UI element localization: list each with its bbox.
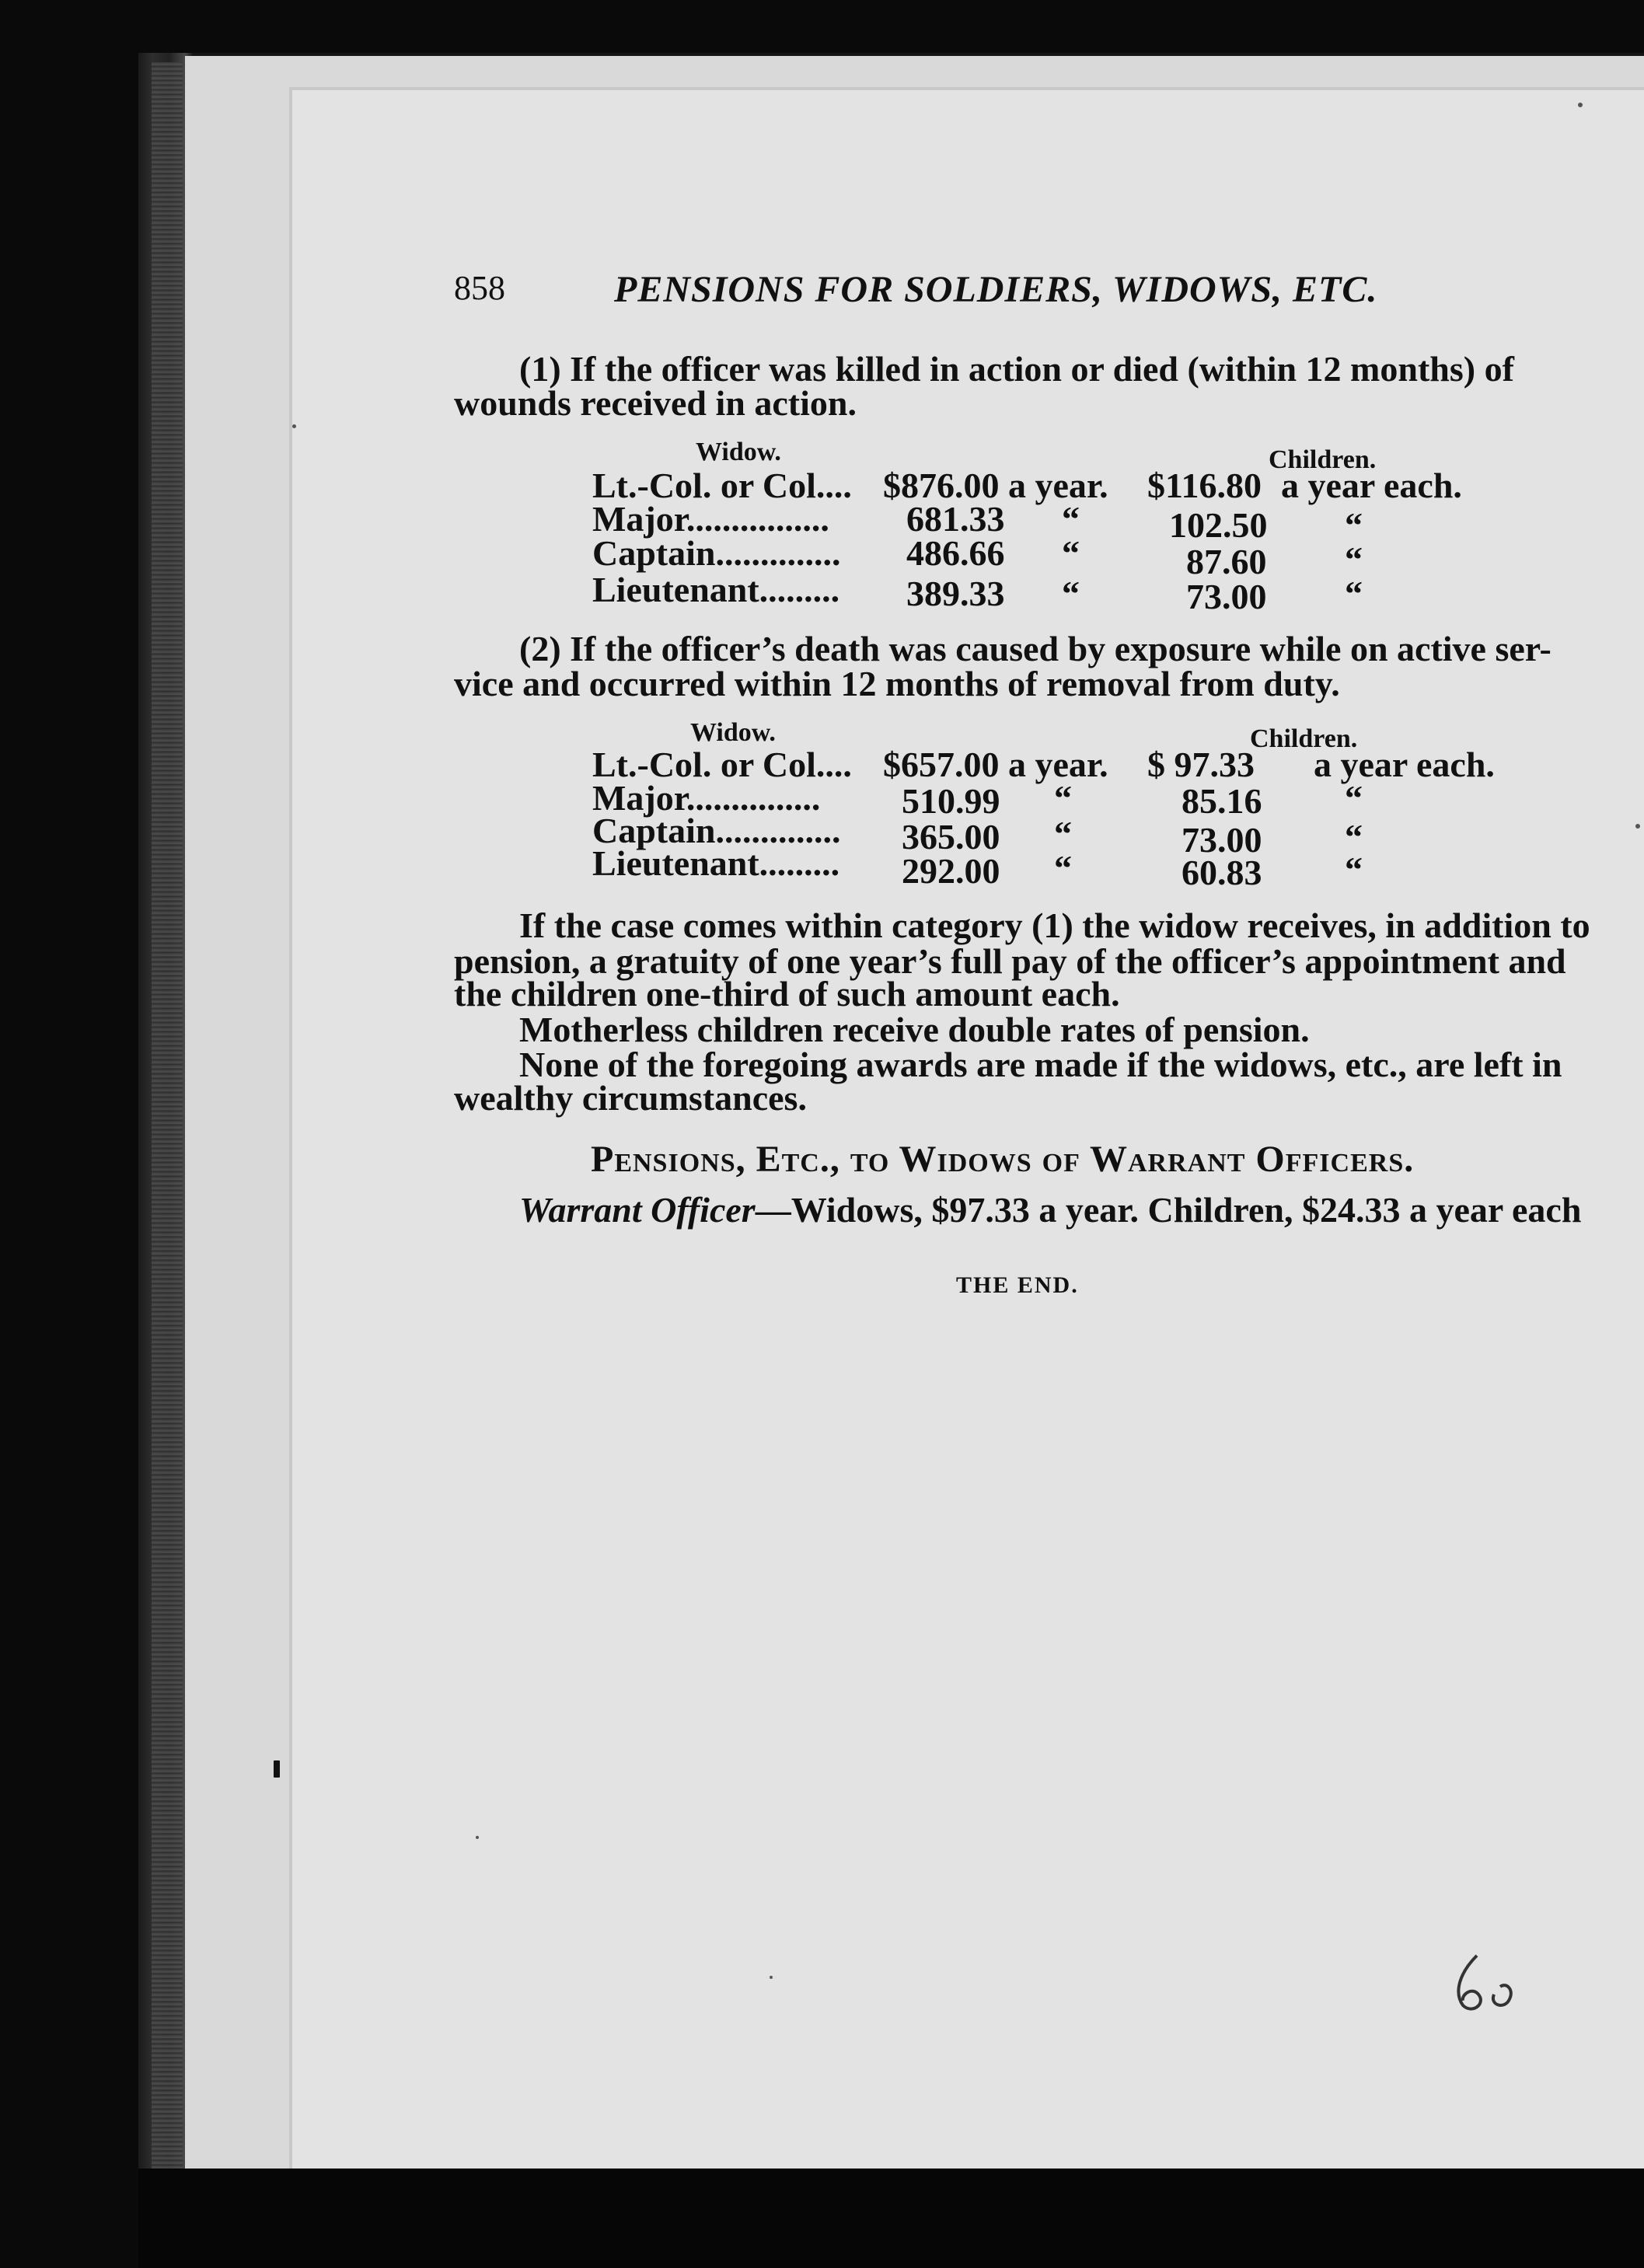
s2-row1-rank: Lt.-Col. or Col.... [592, 745, 852, 784]
s1-row3-rank: Captain.............. [592, 533, 841, 573]
section2-children-header: Children. [1250, 724, 1358, 753]
speck [292, 424, 296, 428]
warrant-label: Warrant Officer [519, 1190, 756, 1230]
section2-intro-line2: vice and occurred within 12 months of removal from duty. [454, 664, 1340, 703]
running-title: PENSIONS FOR SOLDIERS, WIDOWS, ETC. [614, 269, 1378, 310]
s1-row4-widow: 389.33 [906, 574, 1005, 613]
s1-row4-rank: Lieutenant......... [592, 570, 840, 609]
s2-row2-ditto-widow: “ [1054, 778, 1072, 818]
speck [1635, 824, 1640, 829]
s1-row3-ditto-widow: “ [1062, 533, 1080, 573]
s1-row3-widow: 486.66 [906, 533, 1005, 573]
the-end: THE END. [956, 1272, 1079, 1298]
s2-row1-widow: $657.00 a year. [883, 745, 1108, 784]
section1-intro-line1: (1) If the officer was killed in action or died (within 12 months) of [519, 349, 1514, 389]
para3-line1: None of the foregoing awards are made if the widows, etc., are left in [519, 1045, 1562, 1084]
s2-row4-ditto-widow: “ [1054, 848, 1072, 888]
section1-children-header: Children. [1269, 445, 1377, 474]
s1-row4-children: 73.00 [1186, 577, 1267, 616]
s1-row1-children: $116.80 [1147, 466, 1262, 505]
s1-row2-ditto-widow: “ [1062, 499, 1080, 539]
s1-row1-children-note: a year each. [1281, 466, 1462, 505]
para1-line3: the children one-third of such amount each. [454, 974, 1120, 1014]
s1-row3-children: 87.60 [1186, 542, 1267, 581]
s2-row2-widow: 510.99 [902, 781, 1000, 821]
s1-row2-rank: Major................ [592, 499, 829, 539]
speck [274, 1760, 280, 1778]
para1-line2: pension, a gratuity of one year’s full pay of the officer’s appointment and [454, 941, 1566, 981]
s1-row4-ditto-widow: “ [1062, 574, 1080, 613]
section1-widow-header: Widow. [696, 438, 781, 466]
s2-row1-children: $ 97.33 [1147, 745, 1255, 784]
s2-row3-rank: Captain.............. [592, 811, 841, 850]
section1-intro-line2: wounds received in action. [454, 383, 857, 423]
s2-row2-ditto-children: “ [1345, 778, 1363, 818]
scan-bottom-band [138, 2169, 1644, 2268]
warrant-heading: Pensions, Etc., to Widows of Warrant Officers. [591, 1139, 1415, 1180]
s2-row4-rank: Lieutenant......... [592, 843, 840, 883]
s1-row2-children: 102.50 [1169, 505, 1268, 545]
s2-row3-ditto-widow: “ [1054, 814, 1072, 853]
s2-row3-widow: 365.00 [902, 817, 1000, 857]
s1-row2-widow: 681.33 [906, 499, 1005, 539]
s1-row4-ditto-children: “ [1345, 574, 1363, 613]
s1-row2-ditto-children: “ [1345, 505, 1363, 545]
section2-intro-line1: (2) If the officer’s death was caused by exposure while on active ser- [519, 629, 1552, 668]
book-cover-stripe [152, 62, 183, 2176]
section2-widow-header: Widow. [690, 718, 776, 747]
speck [476, 1836, 479, 1839]
s2-row1-children-note: a year each. [1314, 745, 1495, 784]
s2-row4-widow: 292.00 [902, 851, 1000, 891]
speck [1578, 103, 1583, 107]
warrant-text: —Widows, $97.33 a year. Children, $24.33 a year each [755, 1190, 1582, 1230]
s2-row4-ditto-children: “ [1345, 850, 1363, 889]
speck [770, 1976, 773, 1979]
s2-row3-children: 73.00 [1182, 820, 1262, 860]
s1-row1-widow: $876.00 a year. [883, 466, 1108, 505]
s1-row1-rank: Lt.-Col. or Col.... [592, 466, 852, 505]
para2: Motherless children receive double rates of pension. [519, 1010, 1310, 1049]
s1-row3-ditto-children: “ [1345, 539, 1363, 579]
s2-row4-children: 60.83 [1182, 853, 1262, 892]
page-number: 858 [454, 269, 505, 307]
s2-row2-children: 85.16 [1182, 781, 1262, 821]
s2-row2-rank: Major............... [592, 778, 821, 818]
para3-line2: wealthy circumstances. [454, 1078, 807, 1118]
s2-row3-ditto-children: “ [1345, 817, 1363, 857]
para1-line1: If the case comes within category (1) the widow receives, in addition to [519, 905, 1590, 945]
handwritten-mark [1446, 1949, 1531, 2019]
